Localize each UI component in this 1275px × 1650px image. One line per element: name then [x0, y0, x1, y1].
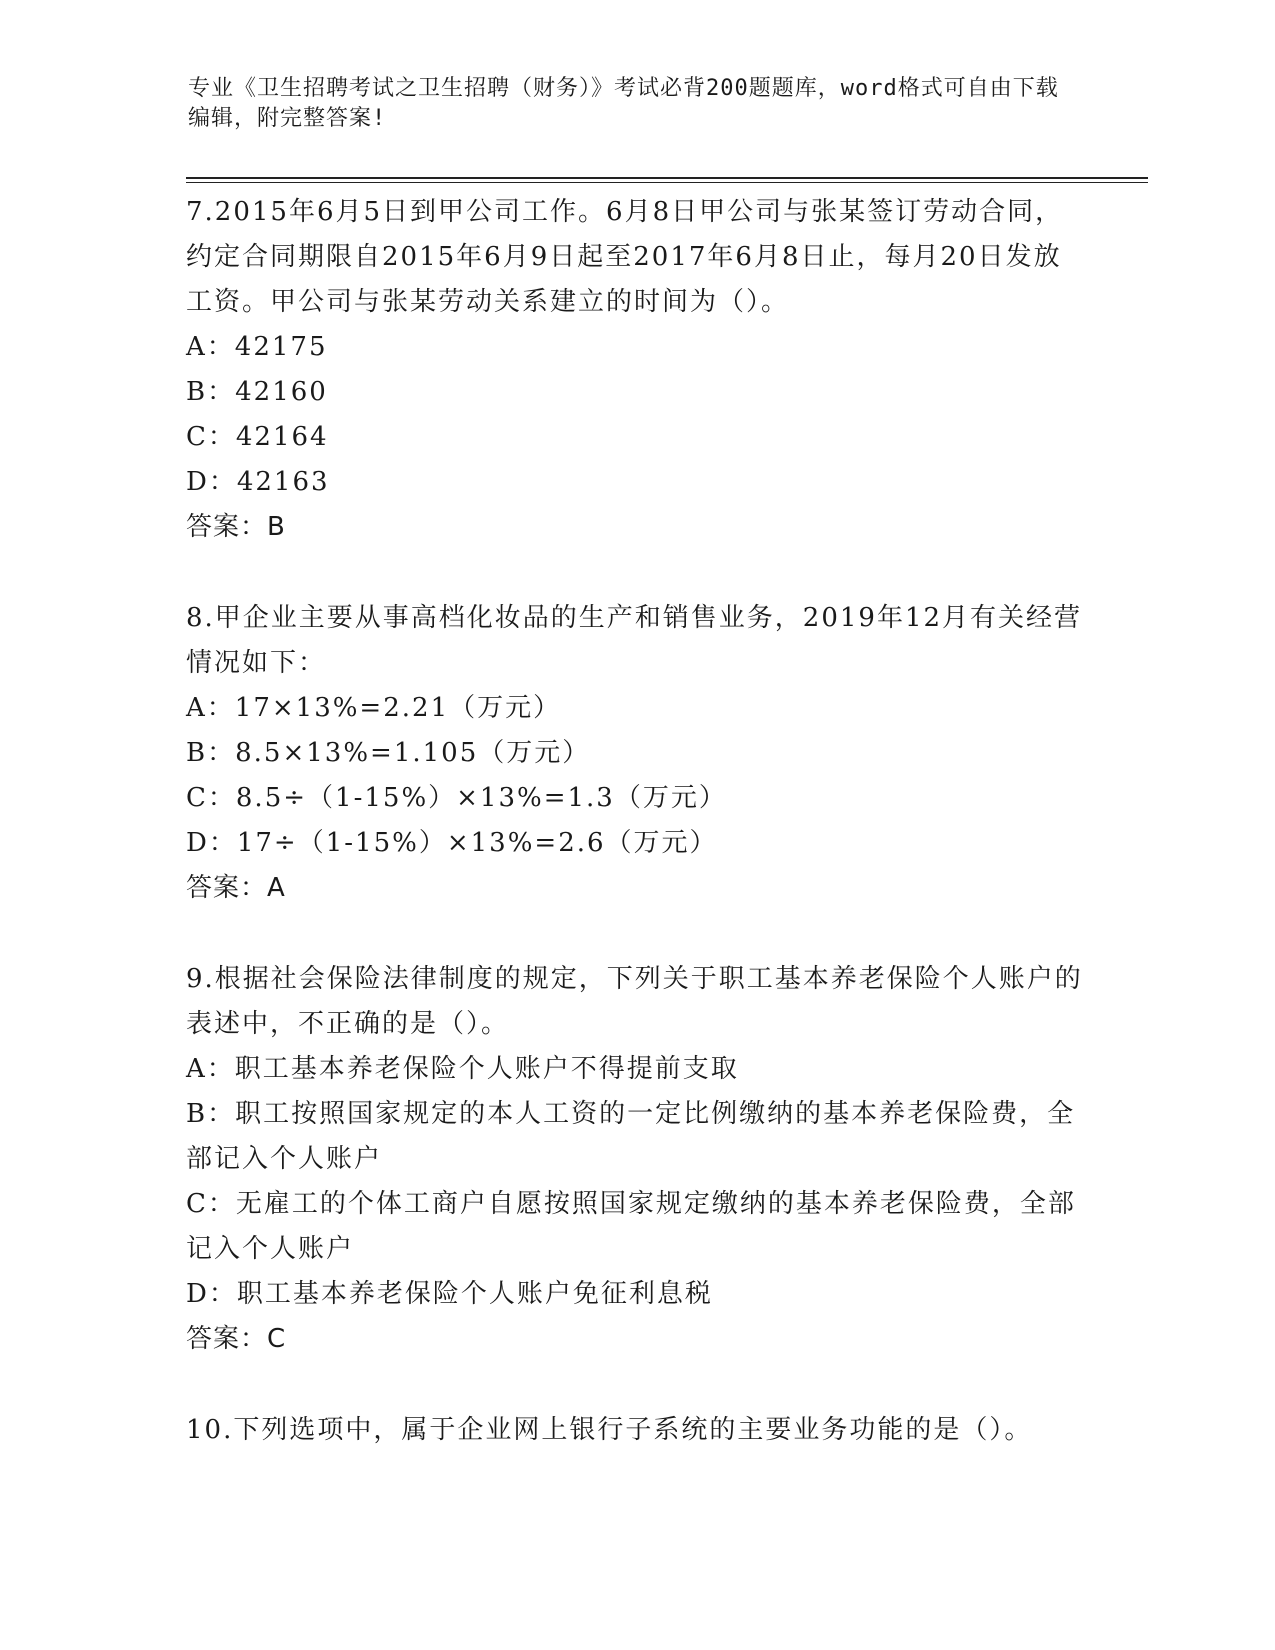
- question-text: 10.下列选项中，属于企业网上银行子系统的主要业务功能的是（）。: [186, 1415, 1033, 1445]
- document-header: 专业《卫生招聘考试之卫生招聘（财务）》考试必背200题题库，word格式可自由下载编辑，附完整答案!: [188, 76, 1059, 131]
- answer-line: 答案：A: [186, 873, 286, 903]
- question-7: [186, 190, 1086, 550]
- question-9: [186, 957, 1086, 1362]
- option-a: A：42175: [186, 332, 328, 362]
- option-a: A：职工基本养老保险个人账户不得提前支取: [186, 1054, 739, 1084]
- option-d: D：职工基本养老保险个人账户免征利息税: [186, 1279, 713, 1309]
- header-rule-thin: [186, 182, 1148, 183]
- option-b: B：8.5×13%=1.105（万元）: [186, 738, 591, 768]
- option-a: A：17×13%=2.21（万元）: [186, 693, 562, 723]
- option-c: C：42164: [186, 422, 329, 452]
- question-text: 7.2015年6月5日到甲公司工作。6月8日甲公司与张某签订劳动合同，约定合同期限自2015年6月9日起至2017年6月8日止，每月20日发放工资。甲公司与张某劳动关系建立的时间为（）。: [186, 197, 1064, 317]
- question-list: [186, 190, 1086, 1499]
- question-text: 8.甲企业主要从事高档化妆品的生产和销售业务，2019年12月有关经营情况如下：: [186, 603, 1083, 678]
- option-d: D：42163: [186, 467, 330, 497]
- question-8: [186, 596, 1086, 911]
- option-c: C：无雇工的个体工商户自愿按照国家规定缴纳的基本养老保险费，全部记入个人账户: [186, 1189, 1076, 1264]
- option-b: B：42160: [186, 377, 328, 407]
- answer-line: 答案：B: [186, 512, 286, 542]
- option-c: C：8.5÷（1-15%）×13%=1.3（万元）: [186, 783, 727, 813]
- option-d: D：17÷（1-15%）×13%=2.6（万元）: [186, 828, 718, 858]
- option-b: B：职工按照国家规定的本人工资的一定比例缴纳的基本养老保险费，全部记入个人账户: [186, 1099, 1076, 1174]
- header-rule-thick: [186, 177, 1148, 179]
- answer-line: 答案：C: [186, 1324, 287, 1354]
- question-text: 9.根据社会保险法律制度的规定，下列关于职工基本养老保险个人账户的表述中，不正确的是（）。: [186, 964, 1083, 1039]
- question-10: [186, 1408, 1086, 1453]
